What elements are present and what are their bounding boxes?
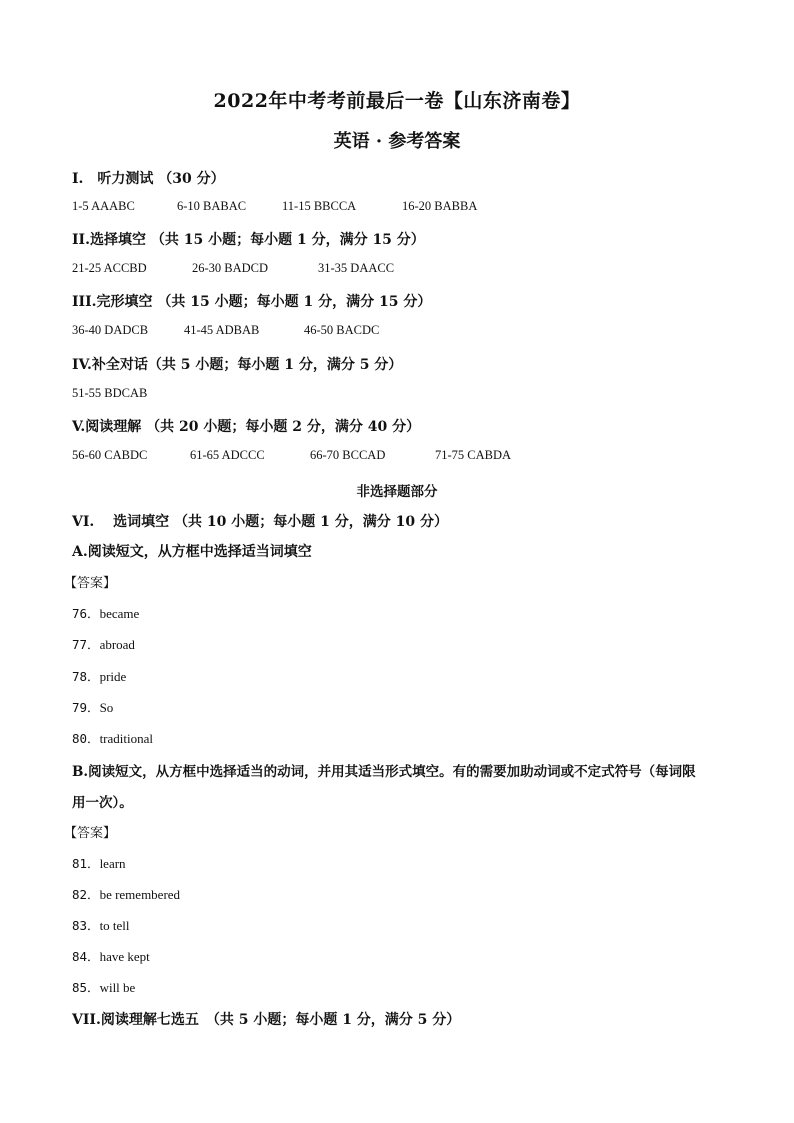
item-answer: to tell	[99, 918, 130, 933]
section-4-answers	[72, 386, 147, 401]
section-3-answers	[72, 323, 379, 338]
item-number: 82．	[72, 887, 100, 902]
answer-group: 46-50 BACDC	[304, 323, 380, 337]
section-2-heading: II.选择填空 （共 15 小题；每小题 1 分，满分 15 分）	[72, 232, 425, 248]
page-title: 2022年中考考前最后一卷【山东济南卷】	[213, 90, 581, 112]
section-1-answers	[72, 199, 477, 214]
section-5-heading: V.阅读理解 （共 20 小题；每小题 2 分，满分 40 分）	[72, 419, 421, 435]
item-answer: have kept	[99, 949, 150, 964]
item-answer: learn	[99, 856, 126, 871]
answer-group: 71-75 CABDA	[435, 448, 512, 462]
answer-group: 61-65 ADCCC	[190, 448, 265, 462]
answer-group: 36-40 DADCB	[72, 323, 149, 337]
list-item	[72, 916, 130, 934]
list-item	[72, 885, 180, 903]
answer-group: 51-55 BDCAB	[72, 386, 148, 400]
section-6a-heading: A.阅读短文，从方框中选择适当词填空	[72, 544, 312, 560]
item-number: 84．	[72, 949, 100, 964]
list-item	[72, 854, 126, 872]
answer-group: 1-5 AAABC	[72, 199, 135, 213]
item-number: 77．	[72, 637, 100, 652]
item-answer: be remembered	[99, 887, 181, 902]
item-number: 78．	[72, 669, 100, 684]
item-answer: traditional	[99, 731, 153, 746]
item-answer: So	[99, 700, 114, 715]
answer-group: 6-10 BABAC	[177, 199, 247, 213]
section-2-answers	[72, 261, 394, 276]
section-6-heading: VI. 选词填空 （共 10 小题；每小题 1 分，满分 10 分）	[72, 514, 448, 530]
answer-group: 11-15 BBCCA	[282, 199, 357, 213]
answer-group: 41-45 ADBAB	[184, 323, 260, 337]
answer-group: 26-30 BADCD	[192, 261, 269, 275]
item-answer: will be	[99, 980, 136, 995]
item-number: 76．	[72, 606, 100, 621]
list-item	[72, 978, 135, 996]
section-3-heading: III.完形填空 （共 15 小题；每小题 1 分，满分 15 分）	[72, 294, 432, 310]
answer-group: 16-20 BABBA	[402, 199, 478, 213]
list-item	[72, 667, 126, 685]
answer-group: 56-60 CABDC	[72, 448, 148, 462]
item-answer: abroad	[99, 637, 135, 652]
list-item	[72, 604, 139, 622]
item-number: 80．	[72, 731, 100, 746]
item-number: 83．	[72, 918, 100, 933]
page-subtitle: 英语 · 参考答案	[333, 131, 461, 152]
answer-group: 31-35 DAACC	[318, 261, 395, 275]
list-item	[72, 947, 150, 965]
item-answer: became	[99, 606, 140, 621]
section-7-heading: VII.阅读理解七选五 （共 5 小题；每小题 1 分，满分 5 分）	[72, 1012, 461, 1028]
non-choice-heading: 非选择题部分	[356, 484, 438, 500]
item-number: 81．	[72, 856, 100, 871]
item-number: 85．	[72, 980, 100, 995]
list-item	[72, 635, 135, 653]
list-item	[72, 698, 113, 716]
section-1-heading: I. 听力测试 （30 分）	[72, 171, 225, 187]
section-4-heading: IV.补全对话（共 5 小题；每小题 1 分，满分 5 分）	[72, 357, 403, 373]
section-6b-heading-line2: 用一次）。	[72, 795, 133, 811]
answer-label: 【答案】	[64, 826, 117, 841]
section-5-answers	[72, 448, 511, 463]
item-number: 79．	[72, 700, 100, 715]
answer-group: 66-70 BCCAD	[310, 448, 386, 462]
section-6b-heading-line1: B.阅读短文，从方框中选择适当的动词，并用其适当形式填空。有的需要加助动词或不定式符号（每词限	[72, 764, 696, 780]
answer-label: 【答案】	[64, 576, 117, 591]
item-answer: pride	[99, 669, 127, 684]
answer-group: 21-25 ACCBD	[72, 261, 147, 275]
list-item	[72, 729, 153, 747]
